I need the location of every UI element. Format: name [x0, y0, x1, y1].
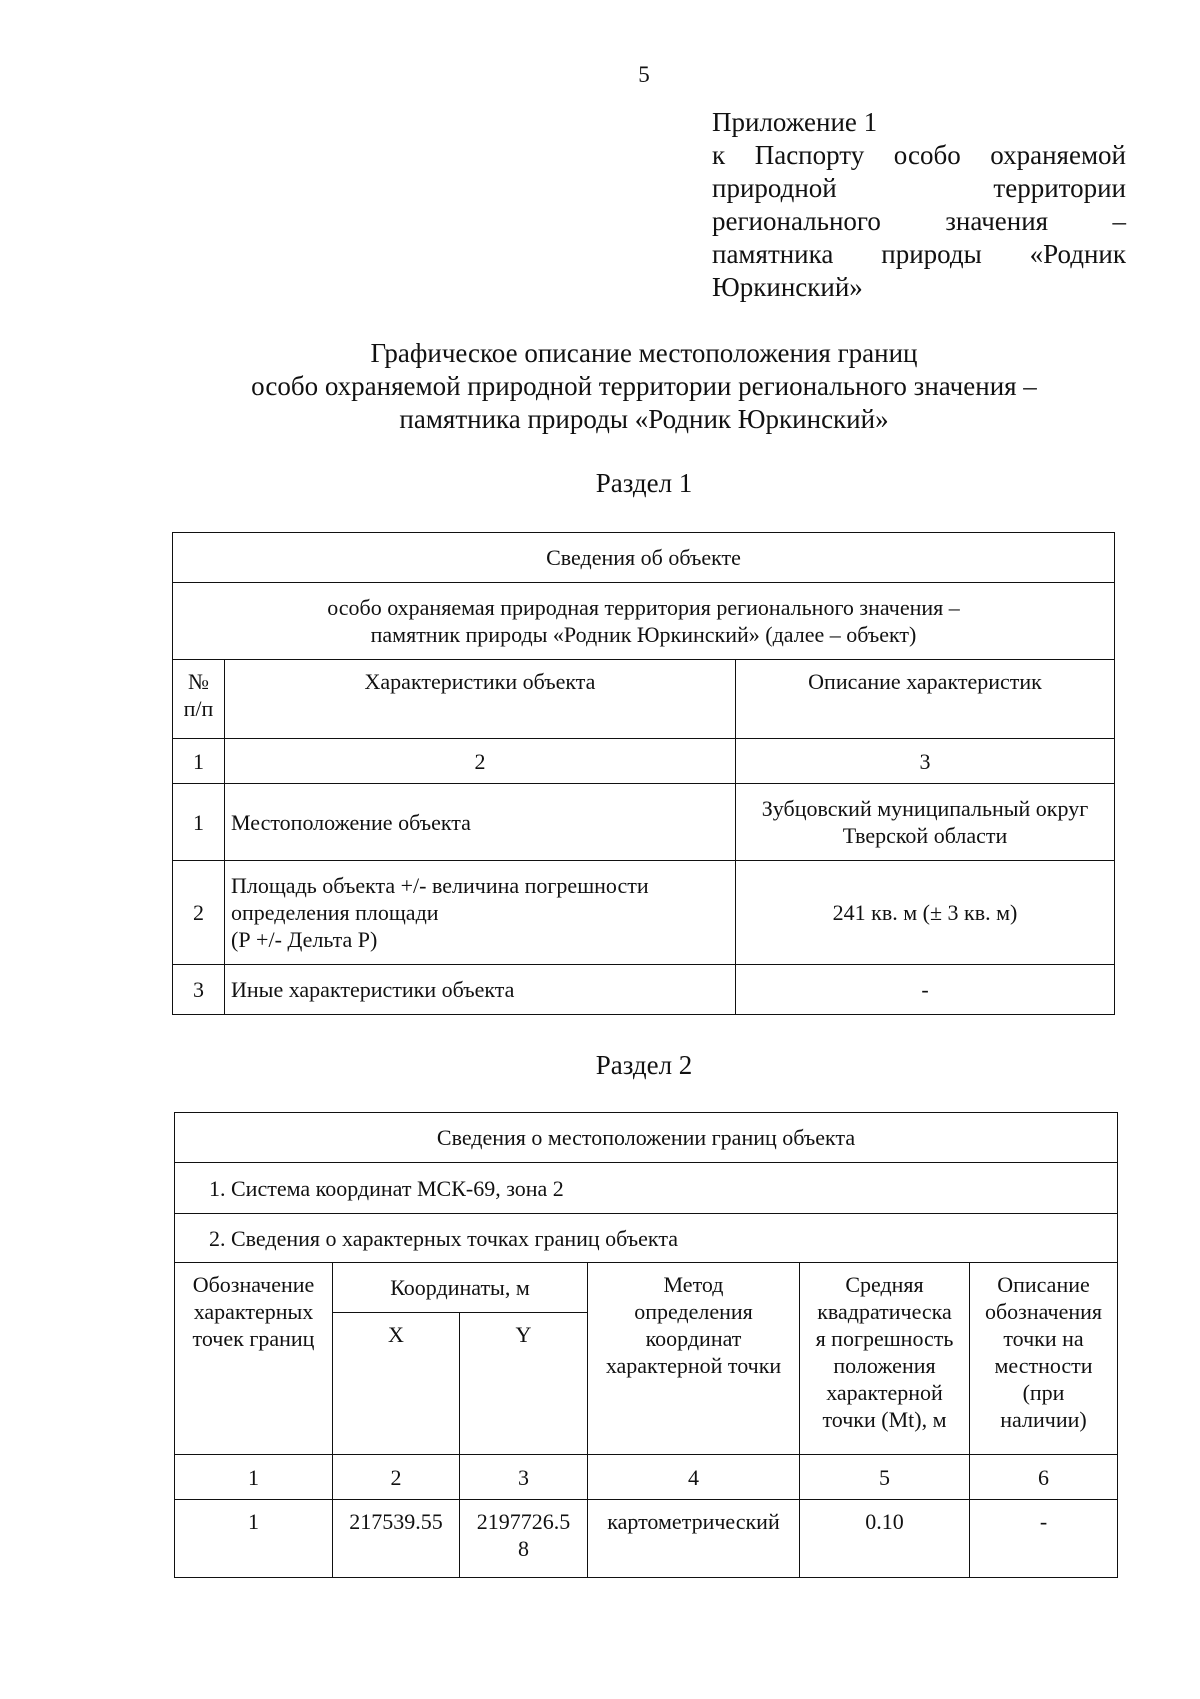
table-row [173, 965, 1115, 1015]
header-line: Средняя [845, 1272, 924, 1297]
document-title [160, 337, 1128, 436]
appendix-header [712, 106, 1126, 304]
column-number: 5 [800, 1455, 970, 1500]
object-info-table [172, 532, 1115, 1015]
row-characteristic [225, 861, 736, 965]
header-designation [175, 1263, 333, 1455]
row-number: 1 [173, 784, 225, 861]
column-number: 2 [225, 739, 736, 784]
row-characteristic-line: (Р +/- Дельта Р) [231, 927, 378, 952]
column-number: 1 [173, 739, 225, 784]
column-number: 1 [175, 1455, 333, 1500]
appendix-line: Приложение 1 [712, 107, 878, 137]
appendix-line: памятника природы «Родник [712, 239, 1126, 269]
title-line: особо охраняемой природной территории регионального значения – [251, 371, 1037, 401]
header-line: точки (Mt), м [822, 1407, 947, 1432]
header-x: X [333, 1313, 460, 1455]
header-number [173, 660, 225, 739]
point-y-line: 8 [518, 1536, 529, 1561]
row-description: 241 кв. м (± 3 кв. м) [736, 861, 1115, 965]
table2-title: Сведения о местоположении границ объекта [175, 1113, 1118, 1163]
row-number: 3 [173, 965, 225, 1015]
header-method [588, 1263, 800, 1455]
row-characteristic: Местоположение объекта [225, 784, 736, 861]
coordinate-system: 1. Система координат МСК-69, зона 2 [175, 1163, 1118, 1214]
header-line: координат [645, 1326, 742, 1351]
header-coordinates: Координаты, м [333, 1263, 588, 1313]
appendix-line: регионального значения – [712, 206, 1126, 236]
point-designation: 1 [175, 1500, 333, 1578]
header-line: точек границ [192, 1326, 315, 1351]
point-y [460, 1500, 588, 1578]
header-line: квадратическа [817, 1299, 952, 1324]
table1-title: Сведения об объекте [173, 533, 1115, 583]
row-number: 2 [173, 861, 225, 965]
table-row [175, 1500, 1118, 1578]
page-number: 5 [638, 62, 650, 87]
row-characteristic-line: Площадь объекта +/- величина погрешности [231, 873, 649, 898]
header-number-line: п/п [183, 696, 214, 721]
row-description-line: Тверской области [842, 823, 1008, 848]
appendix-line: Юркинский» [712, 272, 863, 302]
header-line: характерной точки [605, 1353, 782, 1378]
header-line: характерных [193, 1299, 314, 1324]
point-error: 0.10 [800, 1500, 970, 1578]
header-line: (при [1022, 1380, 1065, 1405]
row-characteristic-line: определения площади [231, 900, 439, 925]
title-line: памятника природы «Родник Юркинский» [399, 404, 889, 434]
header-line: характерной [826, 1380, 943, 1405]
header-line: точки на [1003, 1326, 1084, 1351]
header-line: Метод [663, 1272, 724, 1297]
row-characteristic: Иные характеристики объекта [225, 965, 736, 1015]
header-line: определения [634, 1299, 753, 1324]
header-error [800, 1263, 970, 1455]
point-description: - [970, 1500, 1118, 1578]
boundary-points-table [174, 1112, 1118, 1578]
header-line: Обозначение [192, 1272, 315, 1297]
appendix-line: природной территории [712, 173, 1126, 203]
column-number: 4 [588, 1455, 800, 1500]
appendix-line: к Паспорту особо охраняемой [712, 140, 1126, 170]
header-line: положения [833, 1353, 936, 1378]
header-line: Описание [997, 1272, 1090, 1297]
column-number: 6 [970, 1455, 1118, 1500]
row-description: - [736, 965, 1115, 1015]
point-method: картометрический [588, 1500, 800, 1578]
header-line: местности [994, 1353, 1093, 1378]
header-description: Описание характеристик [736, 660, 1115, 739]
object-name-line: памятник природы «Родник Юркинский» (далее – объект) [370, 622, 917, 647]
point-y-line: 2197726.5 [476, 1509, 571, 1534]
section1-heading: Раздел 1 [595, 468, 693, 498]
column-number: 3 [460, 1455, 588, 1500]
object-name [173, 583, 1115, 660]
point-x: 217539.55 [333, 1500, 460, 1578]
header-line: обозначения [984, 1299, 1103, 1324]
header-point-description [970, 1263, 1118, 1455]
header-characteristics: Характеристики объекта [225, 660, 736, 739]
column-number: 2 [333, 1455, 460, 1500]
table-row [173, 861, 1115, 965]
title-line: Графическое описание местоположения границ [370, 338, 918, 368]
column-number: 3 [736, 739, 1115, 784]
header-line: я погрешность [815, 1326, 954, 1351]
header-number-line: № [188, 669, 209, 694]
header-y: Y [460, 1313, 588, 1455]
table-row [173, 784, 1115, 861]
row-description [736, 784, 1115, 861]
header-line: наличии) [1000, 1407, 1087, 1432]
row-description-line: Зубцовский муниципальный округ [761, 796, 1089, 821]
section2-heading: Раздел 2 [595, 1050, 693, 1080]
object-name-line: особо охраняемая природная территория регионального значения – [327, 595, 960, 620]
points-info-heading: 2. Сведения о характерных точках границ объекта [175, 1214, 1118, 1263]
